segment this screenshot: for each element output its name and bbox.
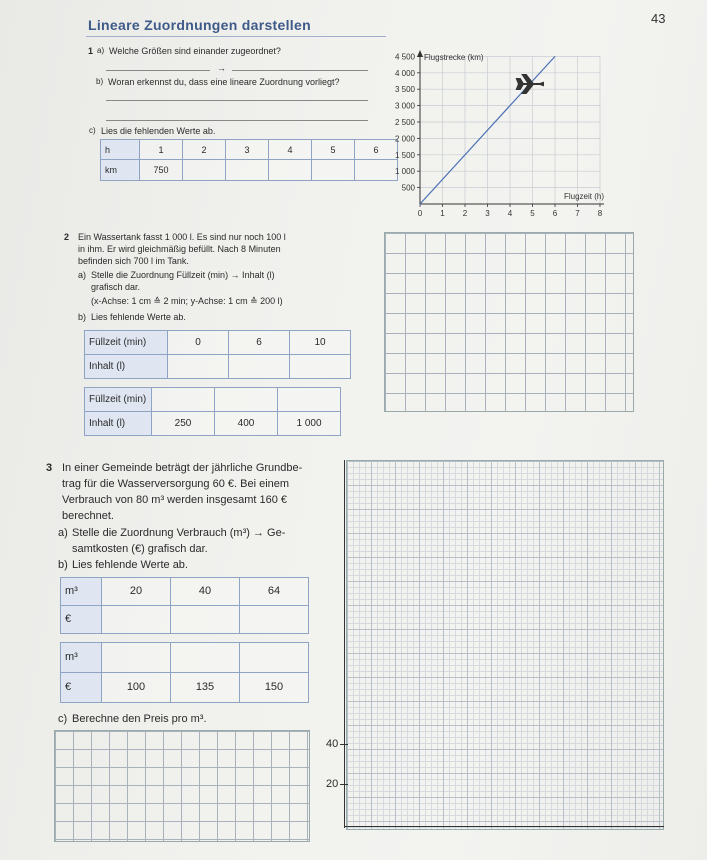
task2-value-table-1 bbox=[84, 330, 351, 379]
table-cell: 0 bbox=[168, 331, 229, 355]
task3-a-label: a) bbox=[58, 527, 68, 539]
x-tick-label: 2 bbox=[462, 209, 468, 218]
task3-axis-tick-label: 20 bbox=[326, 778, 339, 790]
table-input-cell[interactable] bbox=[240, 643, 309, 673]
y-axis-label: Flugstrecke (km) bbox=[424, 53, 484, 62]
table-cell: Füllzeit (min) bbox=[85, 331, 168, 355]
task3-b-text: Lies fehlende Werte ab. bbox=[72, 559, 188, 571]
table-input-cell[interactable] bbox=[152, 388, 215, 412]
task3-b-label: b) bbox=[58, 559, 68, 571]
table-cell: 3 bbox=[226, 140, 269, 160]
table-input-cell[interactable] bbox=[278, 388, 341, 412]
task2-value-table-2 bbox=[84, 387, 341, 436]
task3-calc-grid[interactable] bbox=[54, 730, 310, 842]
table-input-cell[interactable] bbox=[102, 606, 171, 634]
answer-line[interactable] bbox=[106, 100, 368, 101]
task3-axis-tick bbox=[340, 744, 348, 745]
task2-line: befinden sich 700 l im Tank. bbox=[78, 256, 189, 266]
table-input-cell[interactable] bbox=[229, 355, 290, 379]
table-cell: m³ bbox=[61, 578, 102, 606]
x-tick-label: 3 bbox=[485, 209, 490, 218]
table-input-cell[interactable] bbox=[290, 355, 351, 379]
task1-a-text: Welche Größen sind einander zugeordnet? bbox=[109, 46, 281, 56]
table-input-cell[interactable] bbox=[215, 388, 278, 412]
table-input-cell[interactable] bbox=[240, 606, 309, 634]
task3-a-line: samtkosten (€) grafisch dar. bbox=[72, 543, 208, 555]
y-axis-arrow bbox=[417, 50, 423, 57]
task1-arrow: → bbox=[217, 63, 226, 73]
task3-axis-tick bbox=[340, 784, 348, 785]
page-number: 43 bbox=[651, 11, 666, 26]
table-cell: 250 bbox=[152, 412, 215, 436]
x-tick-label: 1 bbox=[440, 209, 445, 218]
table-cell: 40 bbox=[171, 578, 240, 606]
y-tick-label: 500 bbox=[401, 183, 415, 193]
table-cell: 10 bbox=[290, 331, 351, 355]
task3-grid[interactable] bbox=[346, 460, 664, 830]
task3-y-axis bbox=[344, 460, 345, 828]
x-axis-label: Flugzeit (h) bbox=[563, 192, 604, 201]
table-input-cell[interactable] bbox=[269, 160, 312, 181]
y-tick-label: 1 500 bbox=[394, 150, 415, 160]
task1-number: 1 bbox=[88, 46, 94, 56]
table-cell: 1 000 bbox=[278, 412, 341, 436]
task3-line: berechnet. bbox=[62, 510, 114, 522]
task1-c-text: Lies die fehlenden Werte ab. bbox=[101, 126, 216, 136]
task3-x-axis bbox=[344, 826, 664, 827]
table-cell: Inhalt (l) bbox=[85, 412, 152, 436]
table-input-cell[interactable] bbox=[102, 643, 171, 673]
answer-line[interactable] bbox=[106, 70, 210, 71]
task2-a-line: grafisch dar. bbox=[91, 282, 141, 292]
table-cell: 6 bbox=[229, 331, 290, 355]
table-cell: 64 bbox=[240, 578, 309, 606]
task1-b-text: Woran erkennst du, dass eine lineare Zuordnung vorliegt? bbox=[108, 77, 340, 87]
table-input-cell[interactable] bbox=[226, 160, 269, 181]
table-cell: 4 bbox=[269, 140, 312, 160]
table-cell: 100 bbox=[102, 673, 171, 703]
y-tick-label: 3 000 bbox=[394, 101, 415, 111]
table-cell: 400 bbox=[215, 412, 278, 436]
task2-grid[interactable] bbox=[384, 232, 634, 412]
page-title: Lineare Zuordnungen darstellen bbox=[88, 17, 311, 33]
airplane-icon bbox=[517, 75, 543, 93]
task2-a-line: Stelle die Zuordnung Füllzeit (min) → Inhalt (l) bbox=[91, 270, 275, 280]
table-cell: 1 bbox=[140, 140, 183, 160]
table-cell: h bbox=[101, 140, 140, 160]
table-input-cell[interactable] bbox=[168, 355, 229, 379]
table-cell: Füllzeit (min) bbox=[85, 388, 152, 412]
flight-chart bbox=[372, 48, 612, 220]
y-tick-label: 3 500 bbox=[394, 85, 415, 95]
task3-number: 3 bbox=[46, 462, 53, 474]
y-tick-label: 4 500 bbox=[394, 52, 415, 62]
task1-value-table bbox=[100, 139, 398, 181]
table-cell: 750 bbox=[140, 160, 183, 181]
task2-line: Ein Wassertank fasst 1 000 l. Es sind nur noch 100 l bbox=[78, 232, 286, 242]
task3-a-line: Stelle die Zuordnung Verbrauch (m³) → Ge- bbox=[72, 527, 286, 539]
table-input-cell[interactable] bbox=[183, 160, 226, 181]
table-input-cell[interactable] bbox=[312, 160, 355, 181]
task2-a-line: (x-Achse: 1 cm ≙ 2 min; y-Achse: 1 cm ≙ 200 l) bbox=[91, 296, 283, 306]
table-cell: 135 bbox=[171, 673, 240, 703]
table-cell: 150 bbox=[240, 673, 309, 703]
table-cell: 5 bbox=[312, 140, 355, 160]
task3-c-text: Berechne den Preis pro m³. bbox=[72, 713, 207, 725]
y-tick-label: 1 000 bbox=[394, 167, 415, 177]
x-tick-label: 0 bbox=[417, 209, 423, 218]
task3-line: In einer Gemeinde beträgt der jährliche Grundbe- bbox=[62, 462, 303, 474]
x-tick-label: 4 bbox=[507, 209, 513, 218]
task2-line: in ihm. Er wird gleichmäßig befüllt. Nach 8 Minuten bbox=[78, 244, 281, 254]
task3-line: trag für die Wasserversorgung 60 €. Bei einem bbox=[62, 478, 290, 490]
table-cell: € bbox=[61, 673, 102, 703]
task2-b-label: b) bbox=[78, 312, 87, 322]
x-tick-label: 7 bbox=[575, 209, 580, 218]
task1-b-label: b) bbox=[96, 77, 104, 86]
task1-a-label: a) bbox=[97, 46, 105, 55]
task3-value-table-1 bbox=[60, 577, 309, 634]
x-tick-label: 8 bbox=[597, 209, 603, 218]
table-input-cell[interactable] bbox=[171, 606, 240, 634]
table-input-cell[interactable] bbox=[171, 643, 240, 673]
x-tick-label: 5 bbox=[530, 209, 535, 218]
x-tick-label: 6 bbox=[552, 209, 558, 218]
task2-number: 2 bbox=[64, 232, 70, 242]
table-cell: 2 bbox=[183, 140, 226, 160]
task1-c-label: c) bbox=[89, 126, 96, 135]
task3-value-table-2 bbox=[60, 642, 309, 703]
task3-axis-tick-label: 40 bbox=[326, 738, 339, 750]
answer-line[interactable] bbox=[106, 120, 368, 121]
table-cell: 6 bbox=[355, 140, 398, 160]
task2-b-text: Lies fehlende Werte ab. bbox=[91, 312, 186, 322]
table-cell: Inhalt (l) bbox=[85, 355, 168, 379]
table-cell: m³ bbox=[61, 643, 102, 673]
table-cell: 20 bbox=[102, 578, 171, 606]
table-cell: km bbox=[101, 160, 140, 181]
title-rule bbox=[86, 36, 386, 37]
y-tick-label: 2 000 bbox=[394, 134, 415, 144]
y-tick-label: 4 000 bbox=[394, 68, 415, 78]
answer-line[interactable] bbox=[232, 70, 368, 71]
task3-c-label: c) bbox=[58, 713, 68, 725]
task2-a-label: a) bbox=[78, 270, 87, 280]
task3-line: Verbrauch von 80 m³ werden insgesamt 160 € bbox=[62, 494, 288, 506]
table-cell: € bbox=[61, 606, 102, 634]
y-tick-label: 2 500 bbox=[394, 118, 415, 127]
